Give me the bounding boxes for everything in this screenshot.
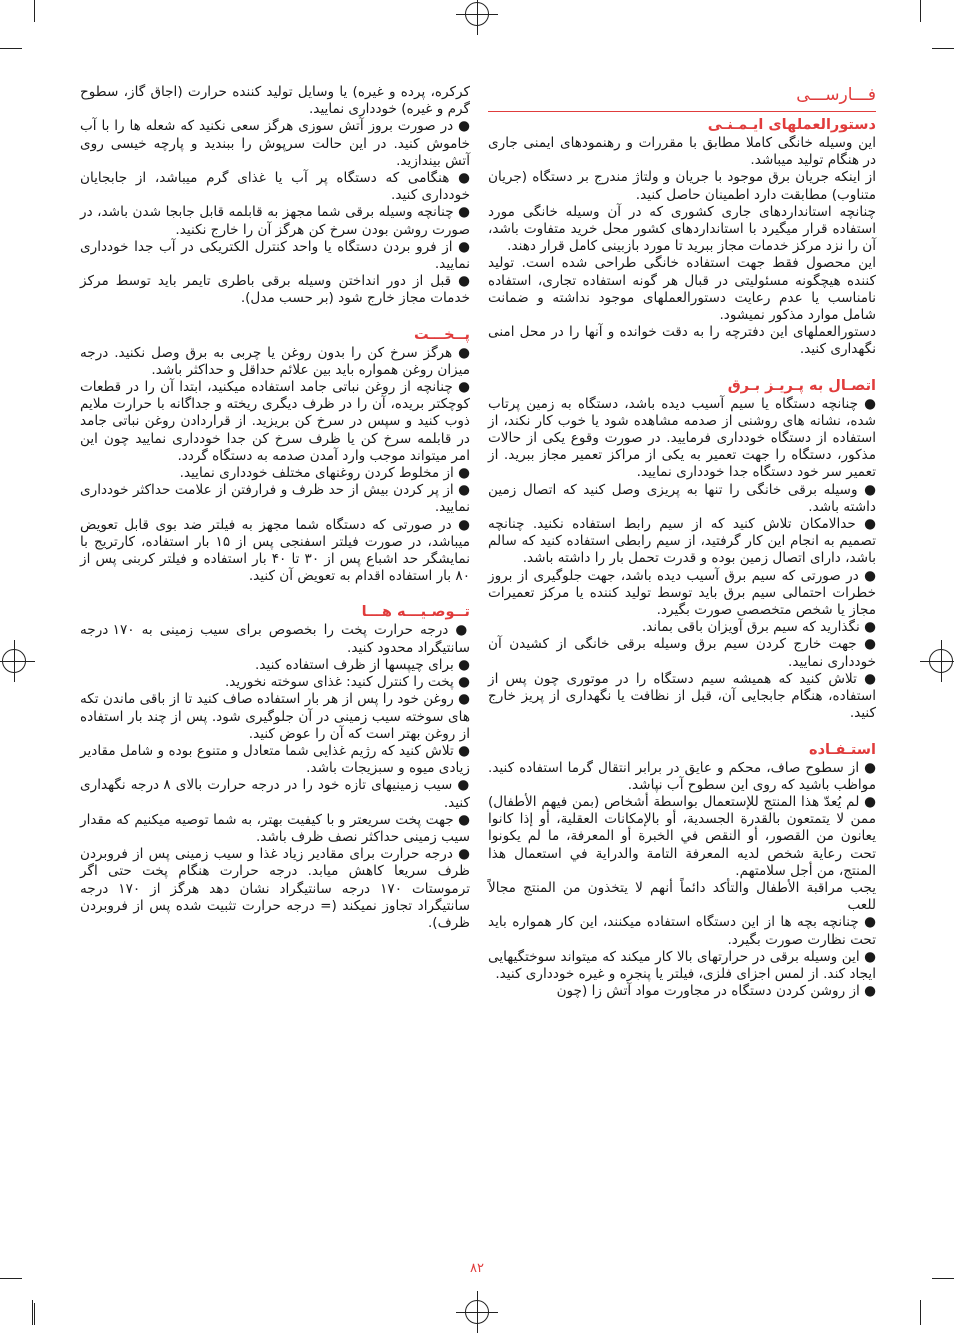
paragraph: ● پخت را کنترل کنید: غذای سوخته نخورید. — [224, 674, 470, 691]
paragraph: ● قبل از دور انداختن وسیله برقی باطری تایمر باید توسط مرکز خدمات مجاز خارج شود (بر حسب مدل). — [80, 273, 470, 307]
crop-mark — [932, 1278, 954, 1279]
page-number: ۸۲ — [470, 1261, 484, 1276]
section-title: استـفـاده — [809, 741, 876, 758]
paragraph: این وسیله خانگی کاملا مطابق با مقررات و رهنمودهای ایمنی جاری در هنگام تولید میباشد. — [488, 135, 876, 169]
paragraph: ● نگذارید که سیم برق آویزان باقی بماند. — [641, 619, 876, 636]
section-electrical-connection — [488, 377, 876, 723]
paragraph: ● برای چیپسها از ظرف استفاده کنید. — [255, 656, 470, 673]
paragraph: ● هنگامی که دستگاه پر آب یا غذای گرم میباشد، از جابجایان خودداری کنید. — [80, 170, 470, 204]
registration-mark-left — [2, 649, 26, 673]
paragraph: ● از سطوح صاف، محکم و عایق در برابر انتقال گرما استفاده کنید. مواظب باشید که روی این سطوح آب نپاشد. — [488, 759, 876, 793]
section-cooking — [80, 326, 470, 586]
paragraph: ● از فرو بردن دستگاه یا واحد کنترل الکتریکی در آب جدا خودداری نمایید. — [80, 238, 470, 273]
paragraph: ● تلاش کنید که همیشه سیم دستگاه را در موتوری چون پس از استفاده، هنگام جابجایی آن، قبل از نظافت یا نگهداری از پریز خارج کنید. — [488, 670, 876, 722]
paragraph: ● چنانچه وسیله برقی شما مجهز به قابلمه قابل جابجا شدن باشد، در صورت روشن بودن سرخ کن هرگز آن را خارج نکنید. — [80, 204, 470, 238]
paragraph: ● جهت خارج کردن سیم برق وسیله برقی خانگی از کشیدن آن خودداری نمایید. — [488, 636, 876, 670]
section-title: دستورالعملهای ایـمـنـی — [707, 117, 876, 133]
section-usage — [488, 741, 876, 1001]
paragraph: ● در صورتی که دستگاه شما مجهز به فیلتر ضد بوی قابل تعویض میباشد، در صورت فیلتر اسفنجی پس از ۱۵ بار استفاده، کارتریج با نمایشگر حد اشباع پس از ۳۰ تا ۴۰ بار استفاده و فیلتر کربنی پس از ۸۰ بار استفاده اقدام به تعویض آن کنید. — [80, 516, 470, 585]
registration-mark-bottom — [465, 1300, 489, 1324]
paragraph: ● چنانچه دستگاه یا سیم آسیب دیده باشد، دستگاه به زمین پرتاب شده، نشانه های روشنی از صدمه مشاهده شود یا خوب کار نکند، از استفاده از دستگاه خودداری فرمایید. در صورت وقوع یکی از حالات مذکور، دستگاه را جهت تعمیر به یکی از مراکز تعمیر مجاز ببرید. از تعمیر سر خود دستگاه جدا خودداری نمایید. — [488, 395, 876, 481]
paragraph: این محصول فقط جهت استفاده خانگی طراحی شده است. تولید کننده هیچگونه مسئولیتی در قبال هر گونه استفاده تجاری، استفاده نامناسب یا عدم رعایت دستورالعملهای موجود نداشته و ضمانت شامل موارد مذکور نمیشود. — [488, 255, 876, 324]
section-title: پــخـــت — [413, 326, 470, 343]
crop-mark — [0, 48, 22, 49]
paragraph: ● جهت پخت سریعتر و با کیفیت بهتر، به شما توصیه میکنیم که مقدار سیب زمینی حداکثر نصف ظرف باشد. — [80, 811, 470, 845]
paragraph: ● لم يُعدّ هذا المنتج للإستعمال بواسطة أشخاص (بمن فيهم الأطفال) ممن لا يتمتعون بالقدرة الجسدية، أو بالإمكانات العقلية، أو إذا كانوا يعانون من القصور، أو النقص في الخبرة أو المعرفة، ما لم يكونوا تحت رعاية شخص لديه المعرفة التامة والدراية في استعمال هذا المنتج، من أجل سلامتهم. — [488, 793, 876, 879]
paragraph: ● از روشن کردن دستگاه در مجاورت مواد آتش زا (چون — [556, 983, 876, 1000]
paragraph: کرکره، پرده و غیره) یا وسایل تولید کننده حرارت (اجاق گاز، سطوح گرم و غیره) خودداری نمایید. — [80, 84, 470, 118]
language-header-rule — [488, 84, 876, 112]
paragraph: ● چنانچه بچه ها از این دستگاه استفاده میکنند، این کار همواره باید تحت نظارت صورت بگیرد. — [488, 914, 876, 948]
paragraph: از اینکه جریان برق موجود با جریان و ولتاژ مندرج بر دستگاه (جریان متناوب) مطابقت دارد اطمینان حاصل کنید. — [488, 169, 876, 203]
paragraph: ● از پر کردن بیش از حد ظرف و فرارفتن از علامت حداکثر خودداری نمایید. — [80, 482, 470, 516]
language-header: فـــارســـی — [796, 85, 876, 105]
paragraph: ● چنانچه از روغن نباتی جامد استفاده میکنید، ابتدا آن را در قطعات کوچکتر بریده، آن را در ظرف دیگری ریخته و جداگانه با حرارت ملایم ذوب کنید و سپس در سرخ کن بریزید. از قراردادن روغن نباتی جامد در قابلمه سرخ کن یا ظرف سرخ کن جدا خودداری نمایید چون این امر میتواند موجب وارد آمدن صدمه به دستگاه گردد. — [80, 379, 470, 464]
paragraph: يجب مراقبة الأطفال والتأكد دائماً أنهم لا يتخذون من المنتج مجالاً للعب — [488, 879, 876, 914]
section-recommendations — [80, 603, 470, 932]
crop-mark — [920, 1300, 921, 1325]
paragraph: ● از مخلوط کردن روغنهای مختلف خودداری نمایید. — [179, 465, 470, 482]
crop-mark — [920, 0, 921, 22]
section-usage-continued — [80, 84, 470, 308]
paragraph: ● درجه حرارت پخت را بخصوص برای سیب زمینی به ۱۷۰ درجه سانتیگراد محدود کنید. — [80, 622, 470, 656]
paragraph: دستورالعملهای این دفترچه را به دقت خوانده و آنها را در محل امنی نگهداری کنید. — [488, 324, 876, 358]
paragraph: ● سیب زمینیهای تازه خود را در درجه حرارت بالای ۸ درجه نگهداری کنید. — [80, 777, 471, 811]
section-title: تــوصـیـــه هـــا — [361, 604, 470, 621]
paragraph: ● وسیله برقی خانگی را تنها به پریزی وصل کنید که اتصال زمین داشته باشد. — [488, 481, 876, 515]
paragraph: ● درجه حرارت برای مقادیر زیاد غذا و سیب زمینی پس از فروبردن ظرف سریعا کاهش میابد. درجه حرارت هنگام پخت حتی اگر ترموستات ۱۷۰ درجه سانتیگراد نشان دهد هرگز از ۱۷۰ درجه سانتیگراد تجاوز نمیکند (= درجه حرارت تثبیت شده پس از فروبردن ظرف). — [80, 846, 470, 931]
paragraph: ● تلاش کنید که رژیم غذایی شما متعادل و متنوع بوده و شامل مقادیر زیادی میوه و سبزیجات باشد. — [80, 742, 470, 777]
crop-mark — [932, 48, 954, 49]
paragraph: چنانچه استانداردهای جاری کشوری که در آن وسیله خانگی مورد استفاده قرار میگیرد با استانداردهای کشور محل خرید متفاوت باشد، آن را نزد مرکز خدمات مجاز ببرید تا مورد بازبینی کامل قرار دهند. — [488, 203, 876, 255]
paragraph: ● روغن خود را پس از هر بار استفاده صاف کنید تا از باقی ماندن تکه های سوخته سیب زمینی در آن جلوگیری شود. پس از چند بار استفاده از روغن بهتر است که آن را عوض کنید. — [80, 691, 470, 742]
paragraph: ● این وسیله برقی در حرارتهای بالا کار میکند که میتواند سوختگیهایی ایجاد کند. از لمس اجزای فلزی، فیلتر یا پنجره و غیره خودداری کنید. — [488, 948, 876, 982]
crop-mark — [34, 1303, 35, 1325]
paragraph: ● حدالامکان تلاش کنید که از سیم رابط استفاده نکنید. چنانچه تصمیم به انجام این کار گرفتید، از سیم رابطی استفاده کنید که سالم باشد، دارای اتصال زمین بوده و قدرت تحمل بار را داشته باشد. — [488, 516, 876, 567]
crop-mark — [32, 1300, 33, 1325]
left-column — [80, 84, 470, 950]
paragraph: ● در صورتی که سیم برق آسیب دیده باشد، جهت جلوگیری از بروز خطرات احتمالی سیم برق باید توسط تولید کننده یا مرکز تعمیرات مجاز یا شخص متخصصی صورت بگیرد. — [488, 567, 876, 619]
section-title: اتصـال به پـریـز بـرق — [727, 377, 876, 394]
section-safety — [488, 116, 876, 359]
right-column — [488, 84, 876, 1018]
registration-mark-right — [929, 649, 953, 673]
paragraph: ● در صورت بروز آتش سوزی هرگز سعی نکنید که شعله ها را با آب خاموش کنید. در این حالت سرپوش را ببندید و پارچه خیسی روی آتش بیندازید. — [80, 118, 470, 169]
crop-mark — [0, 1278, 22, 1279]
registration-mark-top — [465, 2, 489, 26]
crop-mark — [34, 0, 35, 22]
paragraph: ● هرگز سرخ کن را بدون روغن یا چربی به برق وصل نکنید. درجه میزان روغن همواره باید بین علائم حداقل و حداکثر باشد. — [80, 344, 470, 378]
